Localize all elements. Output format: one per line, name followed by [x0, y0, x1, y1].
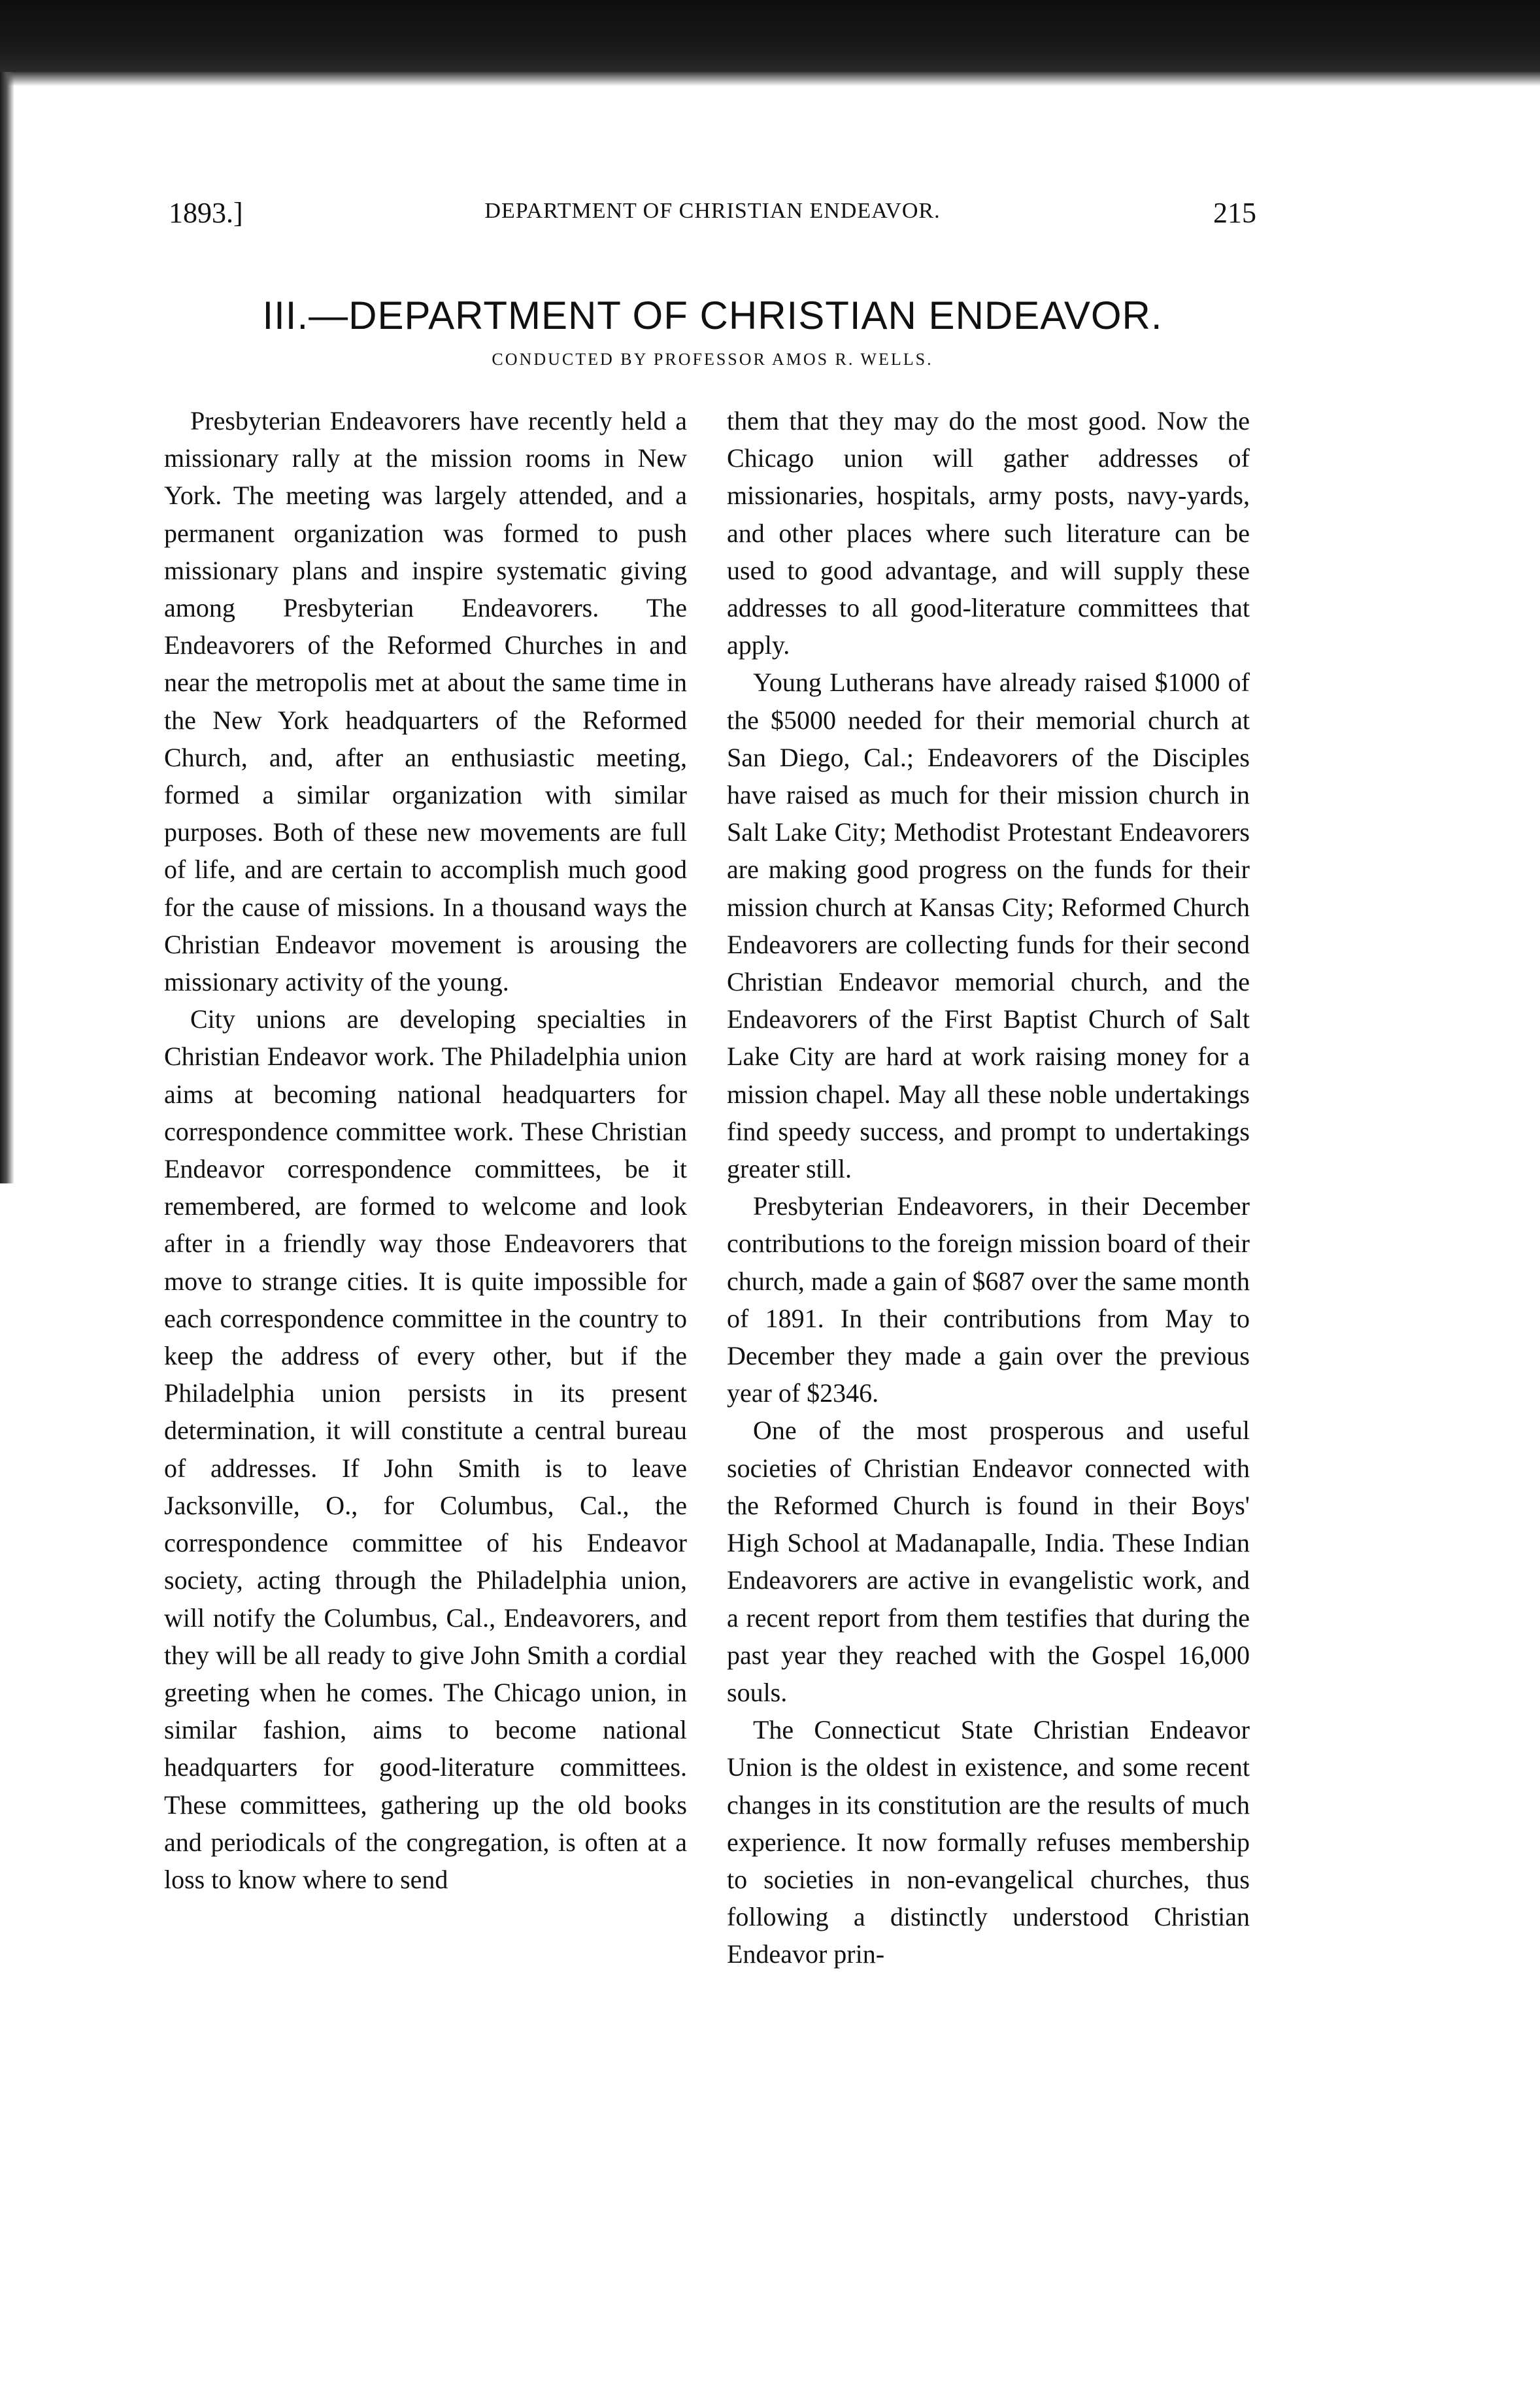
running-head-year: 1893.] [169, 197, 243, 229]
section-title: III.—DEPARTMENT OF CHRISTIAN ENDEAVOR. [262, 294, 1163, 337]
page-number: 215 [1213, 197, 1256, 229]
paragraph: them that they may do the most good. Now the Chicago union will gather addresses of missionaries, hospitals, army posts, navy-yards, and other places where such literature can be used to good advantage, and will supply these addresses to all good-literature committees that apply. [727, 406, 1250, 660]
left-column [164, 402, 687, 1898]
paragraph: One of the most prosperous and useful societies of Christian Endeavor connected with the Reformed Church is found in their Boys' High School at Madanapalle, India. These Indian Endeavorers are active in evangelistic work, and a recent report from them testifies that during the past year they reached with the Gospel 16,000 souls. [727, 1416, 1250, 1707]
scan-edge-shadow [0, 0, 1540, 72]
running-head [169, 196, 1256, 235]
binding-shadow [0, 72, 14, 1183]
right-column [727, 402, 1250, 1973]
running-head-title: DEPARTMENT OF CHRISTIAN ENDEAVOR. [484, 199, 941, 223]
paragraph: Presbyterian Endeavorers, in their December contributions to the foreign mission board of their church, made a gain of $687 over the same month of 1891. In their contributions from May to December they made a gain over the previous year of $2346. [727, 1191, 1250, 1408]
scan-edge-fade [0, 72, 1540, 86]
paragraph: Young Lutherans have already raised $1000 of the $5000 needed for their memorial church at San Diego, Cal.; Endeavorers of the Disciples have raised as much for their mission church in Salt Lake City; Methodist Protestant Endeavorers are making good progress on the funds for their mission church at Kansas City; Reformed Church Endeavorers are collecting funds for their second Christian Endeavor memorial church, and the Endeavorers of the First Baptist Church of Salt Lake City are hard at work raising money for a mission chapel. May all these noble undertakings find speedy success, and prompt to undertakings greater still. [727, 668, 1250, 1184]
paragraph: City unions are developing specialties in Christian Endeavor work. The Philadelphia union aims at becoming national headquarters for correspondence committee work. These Christian Endeavor correspondence committees, be it remembered, are formed to welcome and look after in a friendly way those Endeavorers that move to strange cities. It is quite impossible for each correspondence committee in the country to keep the address of every other, but if the Philadelphia union persists in its present determination, it will constitute a central bureau of addresses. If John Smith is to leave Jacksonville, O., for Columbus, Cal., the correspondence committee of his Endeavor society, acting through the Philadelphia union, will notify the Columbus, Cal., Endeavorers, and they will be all ready to give John Smith a cordial greeting when he comes. The Chicago union, in similar fashion, aims to become national headquarters for good-literature committees. These committees, gathering up the old books and periodicals of the congregation, is often at a loss to know where to send [164, 1004, 687, 1894]
paragraph: Presbyterian Endeavorers have recently held a missionary rally at the mission rooms in New York. The meeting was largely attended, and a permanent organization was formed to push missionary plans and inspire systematic giving among Presbyterian Endeavorers. The Endeavorers of the Reformed Churches in and near the metropolis met at about the same time in the New York headquarters of the Reformed Church, and, after an enthusiastic meeting, formed a similar organization with similar purposes. Both of these new movements are full of life, and are certain to accomplish much good for the cause of missions. In a thousand ways the Christian Endeavor movement is arousing the missionary activity of the young. [164, 406, 687, 997]
section-byline: CONDUCTED BY PROFESSOR AMOS R. WELLS. [492, 350, 933, 369]
paragraph: The Connecticut State Christian Endeavor Union is the oldest in existence, and some recent changes in its constitution are the results of much experience. It now formally refuses membership to societies in non-evangelical churches, thus following a distinctly understood Christian Endeavor prin- [727, 1715, 1250, 1969]
